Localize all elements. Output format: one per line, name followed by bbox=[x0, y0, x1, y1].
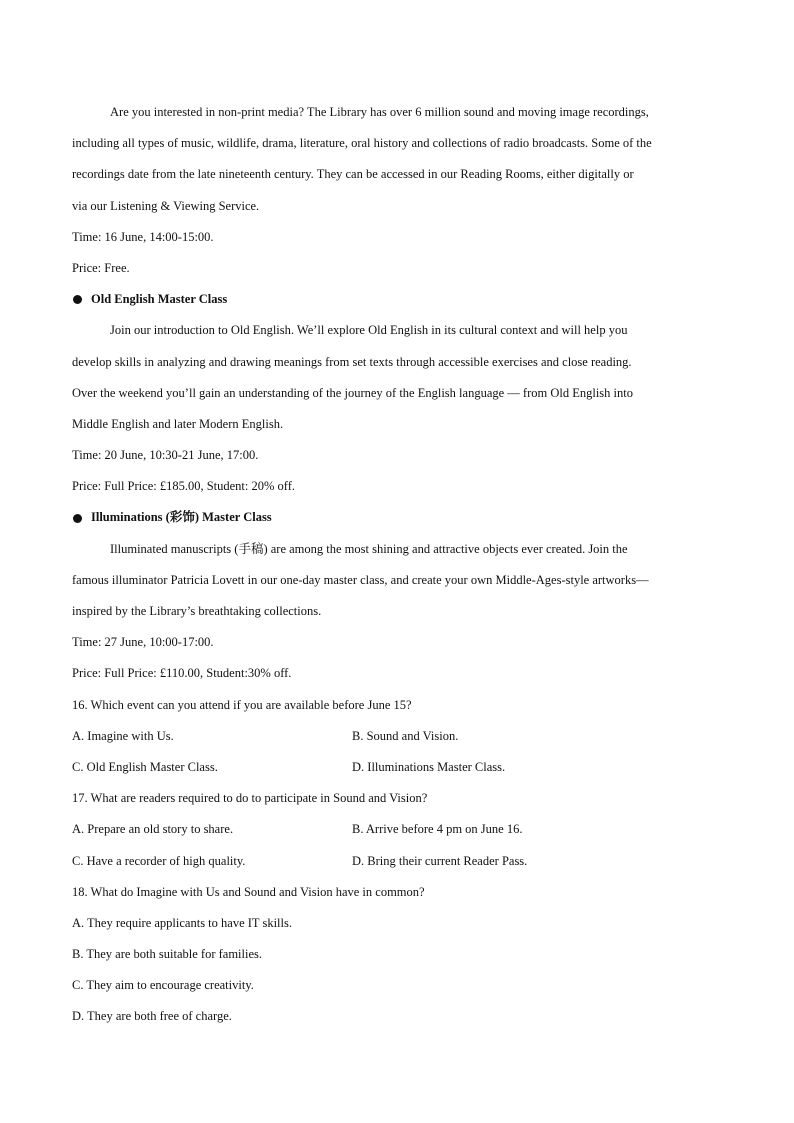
illuminations-line-2: famous illuminator Patricia Lovett in our one-day master class, and create your own Middle-Ages-style artworks— bbox=[72, 572, 649, 587]
question-text: What do Imagine with Us and Sound and Vision have in common? bbox=[87, 884, 425, 899]
option-b[interactable]: B. Arrive before 4 pm on June 16. bbox=[352, 822, 523, 837]
question-number: 17. bbox=[72, 791, 88, 806]
intro-time: Time: 16 June, 14:00-15:00. bbox=[72, 229, 214, 244]
option-c[interactable]: C. They aim to encourage creativity. bbox=[72, 978, 254, 993]
option-a[interactable]: A. Imagine with Us. bbox=[72, 728, 174, 743]
old-english-price: Price: Full Price: £185.00, Student: 20% off. bbox=[72, 479, 296, 494]
intro-line-2: including all types of music, wildlife, drama, literature, oral history and collections of radio broadcasts. Some of the bbox=[72, 136, 652, 151]
old-english-line-4: Middle English and later Modern English. bbox=[72, 416, 284, 431]
option-b[interactable]: B. Sound and Vision. bbox=[352, 728, 459, 743]
option-b[interactable]: B. They are both suitable for families. bbox=[72, 947, 262, 962]
question-text: What are readers required to do to participate in Sound and Vision? bbox=[87, 791, 428, 806]
old-english-line-1: Join our introduction to Old English. We’ll explore Old English in its cultural context and will help you bbox=[110, 323, 628, 338]
option-d[interactable]: D. Illuminations Master Class. bbox=[352, 759, 506, 774]
intro-line-1: Are you interested in non-print media? The Library has over 6 million sound and moving image recordings, bbox=[110, 105, 649, 119]
question-16 bbox=[72, 690, 724, 721]
old-english-line-2: develop skills in analyzing and drawing meanings from set texts through accessible exercises and close reading. bbox=[72, 354, 632, 369]
section-heading-illuminations bbox=[72, 502, 724, 533]
illuminations-line-3: inspired by the Library’s breathtaking collections. bbox=[72, 604, 322, 618]
option-d[interactable]: D. Bring their current Reader Pass. bbox=[352, 853, 528, 868]
option-a[interactable]: A. Prepare an old story to share. bbox=[72, 822, 234, 837]
bullet-icon bbox=[73, 514, 82, 523]
question-16-options-row-1 bbox=[72, 721, 724, 752]
intro-line-3: recordings date from the late nineteenth century. They can be accessed in our Reading Rooms, either digitally or bbox=[72, 167, 634, 182]
question-number: 16. bbox=[72, 697, 88, 712]
document-page bbox=[72, 97, 724, 1033]
option-c[interactable]: C. Old English Master Class. bbox=[72, 759, 218, 774]
section-heading-text: Illuminations (彩饰) Master Class bbox=[91, 510, 272, 525]
option-a[interactable]: A. They require applicants to have IT skills. bbox=[72, 915, 292, 930]
option-d[interactable]: D. They are both free of charge. bbox=[72, 1009, 232, 1024]
intro-line-4: via our Listening & Viewing Service. bbox=[72, 198, 260, 213]
question-17 bbox=[72, 783, 724, 814]
old-english-time: Time: 20 June, 10:30-21 June, 17:00. bbox=[72, 448, 259, 463]
illuminations-time: Time: 27 June, 10:00-17:00. bbox=[72, 635, 214, 650]
question-17-options-row-1 bbox=[72, 814, 724, 845]
section-heading-old-english bbox=[72, 284, 724, 315]
question-17-options-row-2 bbox=[72, 846, 724, 877]
bullet-icon bbox=[73, 295, 82, 304]
question-18 bbox=[72, 877, 724, 908]
section-heading-text: Old English Master Class bbox=[91, 292, 228, 307]
option-c[interactable]: C. Have a recorder of high quality. bbox=[72, 853, 246, 868]
intro-price: Price: Free. bbox=[72, 260, 130, 275]
old-english-line-3: Over the weekend you’ll gain an understanding of the journey of the English language — from Old English into bbox=[72, 385, 633, 400]
question-text: Which event can you attend if you are available before June 15? bbox=[87, 697, 412, 712]
question-16-options-row-2 bbox=[72, 752, 724, 783]
question-number: 18. bbox=[72, 884, 88, 899]
illuminations-line-1: Illuminated manuscripts (手稿) are among the most shining and attractive objects ever created. Join the bbox=[110, 541, 628, 556]
illuminations-price: Price: Full Price: £110.00, Student:30% off. bbox=[72, 666, 292, 681]
